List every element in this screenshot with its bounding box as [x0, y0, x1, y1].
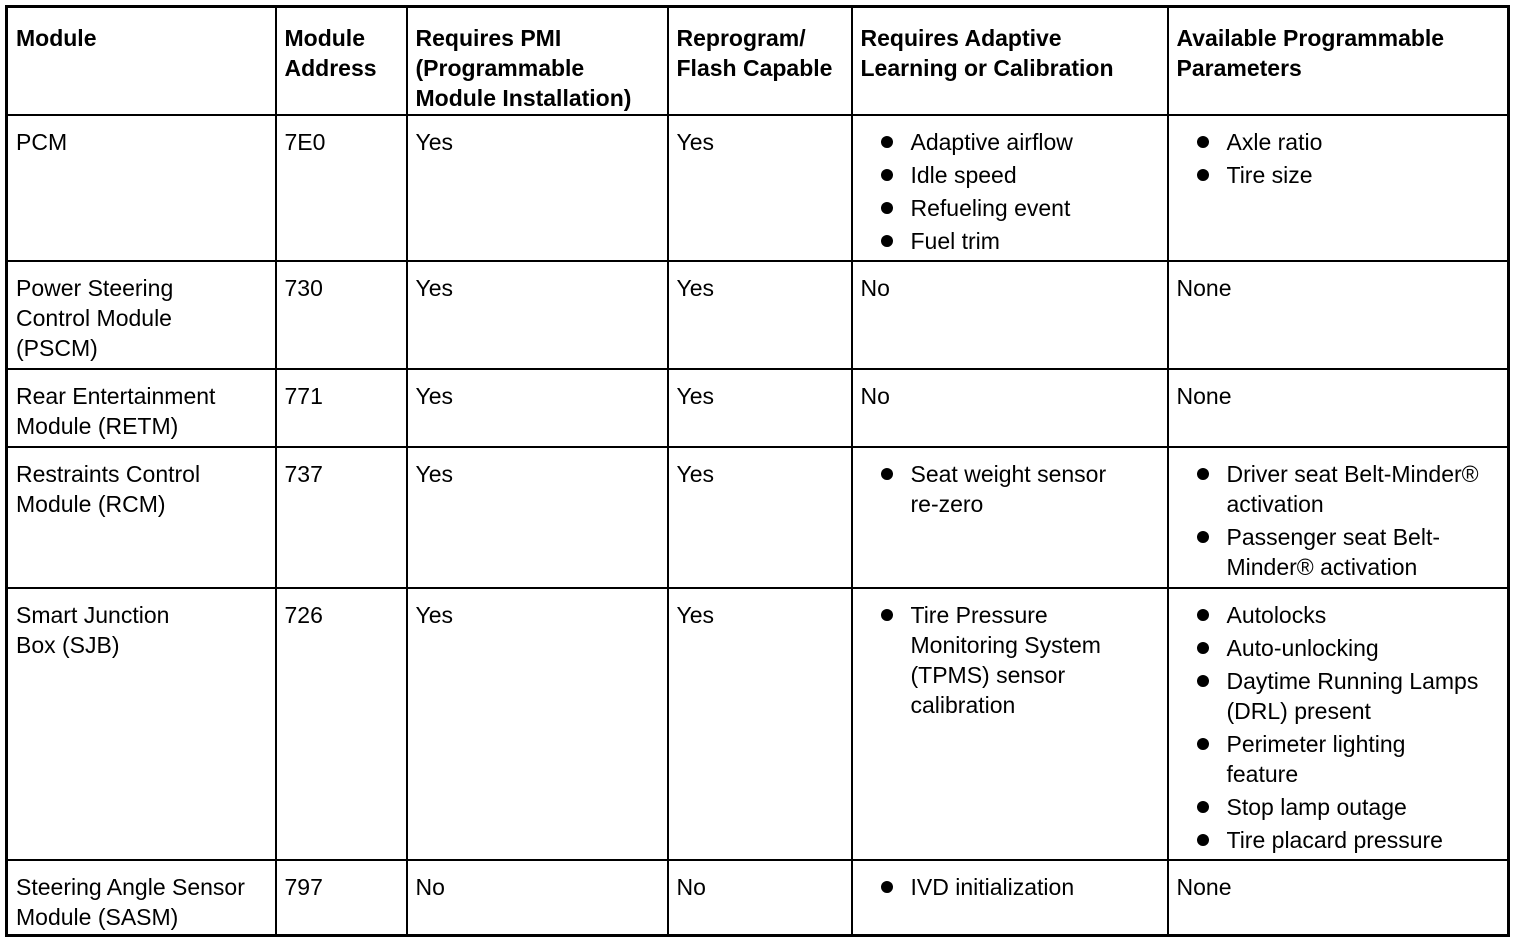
- table-row: [7, 588, 1509, 860]
- adaptive-list: [861, 600, 1161, 720]
- cell-flash: Yes: [668, 115, 852, 261]
- adaptive-list: [861, 872, 1161, 902]
- cell-params: [1168, 588, 1509, 860]
- params-list: [1177, 459, 1502, 582]
- header-module-address: Module Address: [276, 7, 407, 115]
- cell-flash: Yes: [668, 261, 852, 369]
- list-item: Fuel trim: [861, 226, 1161, 256]
- adaptive-list: [861, 459, 1161, 519]
- cell-address: 797: [276, 860, 407, 936]
- cell-module: Restraints Control Module (RCM): [7, 447, 276, 588]
- cell-pmi: Yes: [407, 447, 668, 588]
- table-row: [7, 369, 1509, 447]
- cell-pmi: Yes: [407, 261, 668, 369]
- cell-params: None: [1168, 860, 1509, 936]
- cell-adaptive: [852, 588, 1168, 860]
- params-list: [1177, 600, 1502, 855]
- cell-params: [1168, 447, 1509, 588]
- list-item: Axle ratio: [1177, 127, 1502, 157]
- cell-module: Rear Entertainment Module (RETM): [7, 369, 276, 447]
- adaptive-list: [861, 127, 1161, 256]
- cell-address: 737: [276, 447, 407, 588]
- list-item: Adaptive airflow: [861, 127, 1161, 157]
- cell-adaptive: [852, 115, 1168, 261]
- cell-module: Power Steering Control Module (PSCM): [7, 261, 276, 369]
- header-requires-pmi: Requires PMI (Programmable Module Installation): [407, 7, 668, 115]
- list-item: Auto-unlocking: [1177, 633, 1502, 663]
- list-item: Driver seat Belt-Minder® activation: [1177, 459, 1502, 519]
- list-item: Passenger seat Belt-Minder® activation: [1177, 522, 1502, 582]
- header-programmable-parameters: Available Programmable Parameters: [1168, 7, 1509, 115]
- list-item: Seat weight sensor re-zero: [861, 459, 1161, 519]
- cell-address: 730: [276, 261, 407, 369]
- cell-pmi: Yes: [407, 369, 668, 447]
- list-item: Tire placard pressure: [1177, 825, 1502, 855]
- table-row: [7, 447, 1509, 588]
- cell-module: PCM: [7, 115, 276, 261]
- params-list: [1177, 127, 1502, 190]
- list-item: Autolocks: [1177, 600, 1502, 630]
- list-item: Tire size: [1177, 160, 1502, 190]
- cell-adaptive: [852, 447, 1168, 588]
- cell-pmi: Yes: [407, 588, 668, 860]
- cell-params: None: [1168, 261, 1509, 369]
- cell-adaptive: No: [852, 261, 1168, 369]
- list-item: Idle speed: [861, 160, 1161, 190]
- list-item: IVD initialization: [861, 872, 1161, 902]
- cell-flash: Yes: [668, 588, 852, 860]
- list-item: Daytime Running Lamps (DRL) present: [1177, 666, 1502, 726]
- cell-params: [1168, 115, 1509, 261]
- list-item: Perimeter lighting feature: [1177, 729, 1502, 789]
- cell-address: 771: [276, 369, 407, 447]
- cell-flash: Yes: [668, 447, 852, 588]
- cell-address: 726: [276, 588, 407, 860]
- header-row: [7, 7, 1509, 115]
- cell-flash: No: [668, 860, 852, 936]
- cell-address: 7E0: [276, 115, 407, 261]
- header-adaptive-learning: Requires Adaptive Learning or Calibration: [852, 7, 1168, 115]
- list-item: Stop lamp outage: [1177, 792, 1502, 822]
- cell-module: Smart Junction Box (SJB): [7, 588, 276, 860]
- table-row: [7, 261, 1509, 369]
- cell-module: Steering Angle Sensor Module (SASM): [7, 860, 276, 936]
- cell-adaptive: No: [852, 369, 1168, 447]
- header-module: Module: [7, 7, 276, 115]
- table-row: [7, 115, 1509, 261]
- module-table-container: [5, 5, 1510, 937]
- table-row: [7, 860, 1509, 936]
- cell-pmi: Yes: [407, 115, 668, 261]
- cell-params: None: [1168, 369, 1509, 447]
- cell-flash: Yes: [668, 369, 852, 447]
- list-item: Refueling event: [861, 193, 1161, 223]
- module-programming-table: [5, 5, 1510, 937]
- cell-pmi: No: [407, 860, 668, 936]
- list-item: Tire Pressure Monitoring System (TPMS) sensor calibration: [861, 600, 1161, 720]
- cell-adaptive: [852, 860, 1168, 936]
- header-reprogram-flash: Reprogram/ Flash Capable: [668, 7, 852, 115]
